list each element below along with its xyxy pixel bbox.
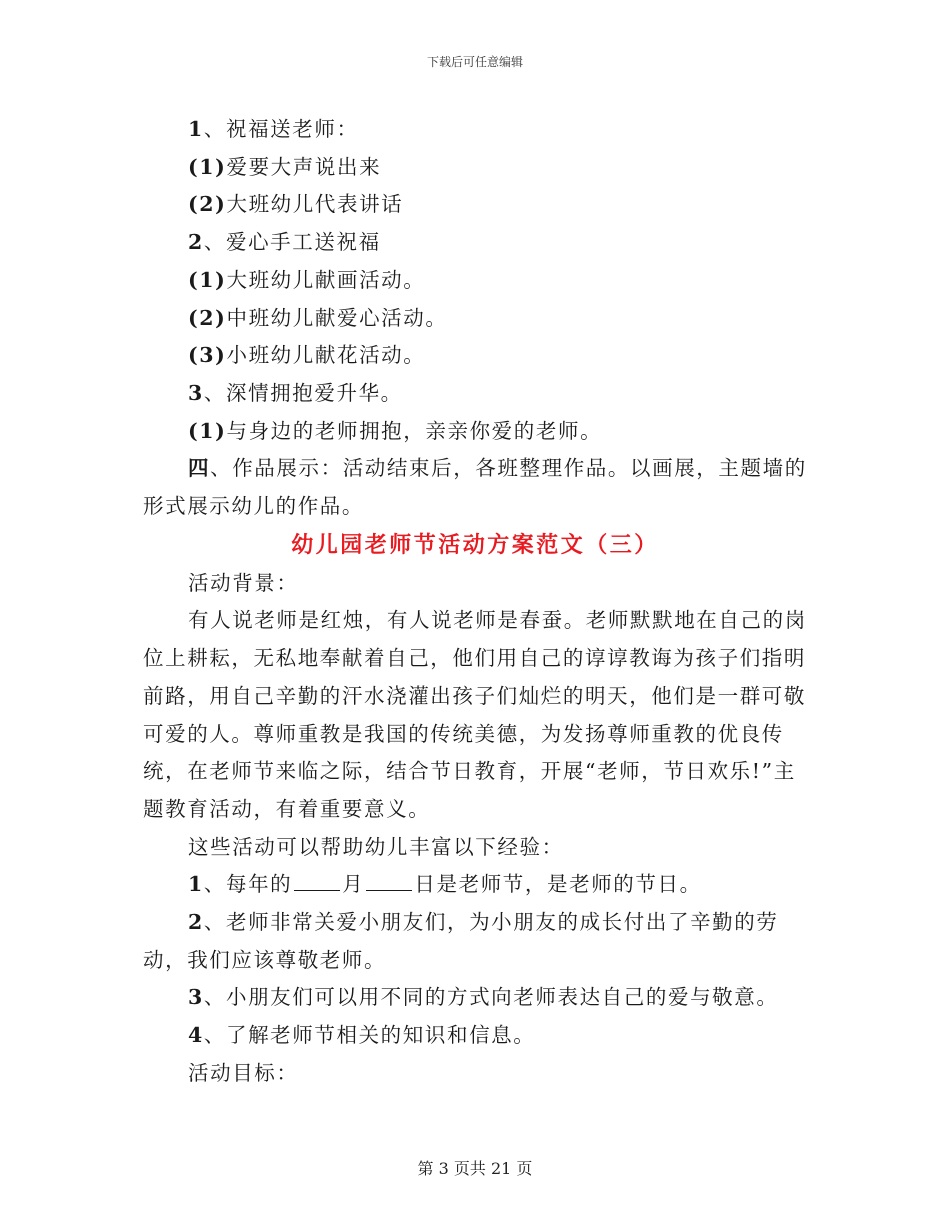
list-text: 、每年的 xyxy=(203,872,293,897)
list-item xyxy=(143,375,807,413)
list-number: (1) xyxy=(188,267,227,292)
list-number: 3 xyxy=(188,985,204,1010)
section-title: 幼儿园老师节活动方案范文（三） xyxy=(291,531,659,558)
section-four-paragraph xyxy=(143,450,807,525)
list-number: 2 xyxy=(188,910,204,935)
list-text: 日是老师节，是老师的节日。 xyxy=(414,872,702,897)
list-text: 、了解老师节相关的知识和信息。 xyxy=(203,1023,536,1048)
list-item xyxy=(143,186,807,224)
background-paragraph: 有人说老师是红烛，有人说老师是春蚕。老师默默地在自己的岗位上耕耘，无私地奉献着自己，他们用自己的谆谆教诲为孩子们指明前路，用自己辛勤的汗水浇灌出孩子们灿烂的明天，他们是一群可敬可爱的人。尊师重教是我国的传统美德，为发扬尊师重教的优良传统，在老师节来临之际，结合节日教育，开展“老师，节日欢乐!”主题教育活动，有着重要意义。 xyxy=(143,608,807,821)
list-text: 小班幼儿献花活动。 xyxy=(226,343,426,368)
list-item xyxy=(143,300,807,338)
list-text: 月 xyxy=(342,872,365,897)
list-number: (2) xyxy=(188,192,227,217)
list-number: 3 xyxy=(188,380,204,405)
list-number: 2 xyxy=(188,230,204,255)
experience-intro: 这些活动可以帮助幼儿丰富以下经验： xyxy=(188,834,564,859)
list-item xyxy=(143,262,807,300)
page-footer: 第 3 页共 21 页 xyxy=(417,1159,533,1178)
list-item xyxy=(143,149,807,187)
list-number: 1 xyxy=(188,872,204,897)
fill-blank-month xyxy=(294,870,340,891)
list-text: 、小朋友们可以用不同的方式向老师表达自己的爱与敬意。 xyxy=(203,985,779,1010)
list-text: 、老师非常关爱小朋友们，为小朋友的成长付出了辛勤的劳动，我们应该尊敬老师。 xyxy=(143,910,779,972)
list-text: 、深情拥抱爱升华。 xyxy=(203,380,403,405)
section-text: 、作品展示：活动结束后，各班整理作品。以画展，主题墙的形式展示幼儿的作品。 xyxy=(143,456,807,519)
list-item xyxy=(143,413,807,451)
document-body xyxy=(143,111,807,1093)
list-item xyxy=(143,866,807,904)
list-text: 、爱心手工送祝福 xyxy=(203,230,381,255)
list-text: 大班幼儿献画活动。 xyxy=(226,267,426,292)
list-item xyxy=(143,337,807,375)
list-number: (2) xyxy=(188,305,227,330)
list-item xyxy=(143,224,807,262)
background-label: 活动背景： xyxy=(188,570,299,595)
page-header: 下载后可任意编辑 xyxy=(426,55,523,69)
list-item xyxy=(143,111,807,149)
list-text: 、祝福送老师： xyxy=(203,117,359,141)
list-text: 大班幼儿代表讲话 xyxy=(226,192,404,217)
list-item xyxy=(143,904,807,979)
list-text: 与身边的老师拥抱，亲亲你爱的老师。 xyxy=(226,418,603,443)
list-item xyxy=(143,1017,807,1055)
section-number: 四 xyxy=(188,456,211,481)
list-text: 中班幼儿献爱心活动。 xyxy=(226,305,448,330)
list-text: 爱要大声说出来 xyxy=(226,154,382,179)
list-number: (1) xyxy=(188,154,227,179)
goal-label: 活动目标： xyxy=(188,1060,299,1085)
list-number: (1) xyxy=(188,418,227,443)
fill-blank-day xyxy=(366,870,412,891)
list-number: 4 xyxy=(188,1023,204,1048)
list-item xyxy=(143,979,807,1017)
list-number: 1 xyxy=(188,117,204,141)
list-number: (3) xyxy=(188,343,227,368)
